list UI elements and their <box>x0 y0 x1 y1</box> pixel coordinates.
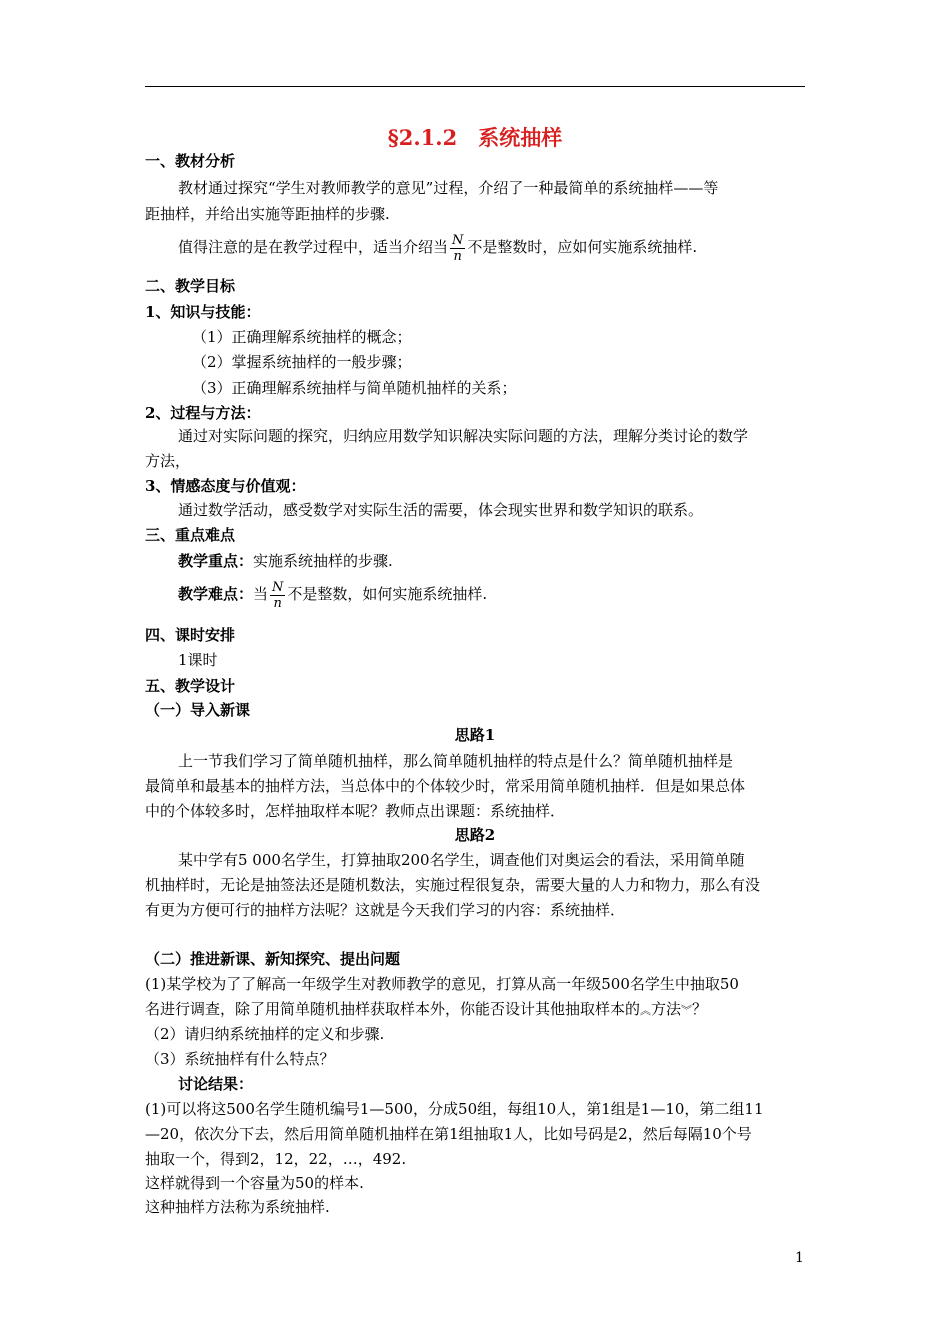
text-segment: 方法 <box>651 1000 682 1018</box>
section-heading-1: 一、教材分析 <box>145 152 236 170</box>
key-point-line <box>178 552 393 570</box>
paragraph-line: （3）系统抽样有什么特点？ <box>145 1050 335 1068</box>
paragraph-line: 机抽样时，无论是抽签法还是随机数法，实施过程很复杂，需要大量的人力和物力，那么有没 <box>145 876 761 894</box>
difficulty-label: 教学难点： <box>178 585 254 603</box>
fraction-denominator: n <box>453 248 462 264</box>
fraction-numerator: N <box>272 579 284 595</box>
paragraph-line: 方法， <box>145 452 191 470</box>
paragraph-line: (1)某学校为了了解高一年级学生对教师教学的意见，打算从高一年级500名学生中抽取50 <box>145 975 739 993</box>
paragraph-line: 中的个体较多时，怎样抽取样本呢？教师点出课题：系统抽样． <box>145 802 566 820</box>
paragraph-line <box>145 1000 707 1020</box>
section-heading-3: 三、重点难点 <box>145 526 236 544</box>
paragraph-line: 这样就得到一个容量为50的样本. <box>145 1174 364 1192</box>
fraction-denominator: n <box>273 595 282 611</box>
fraction-n-over-n <box>450 233 465 264</box>
page-number: 1 <box>795 1250 804 1266</box>
idea-heading: 思路2 <box>454 826 496 844</box>
list-item: （3）正确理解系统抽样与简单随机抽样的关系； <box>192 379 517 397</box>
section-heading-2: 二、教学目标 <box>145 277 236 295</box>
paragraph-line: 教材通过探究“学生对教师教学的意见”过程，介绍了一种最简单的系统抽样——等 <box>178 179 719 197</box>
difficulty-line <box>178 577 487 611</box>
text-segment: 值得注意的是在教学过程中，适当介绍当 <box>178 238 449 256</box>
subheading: （二）推进新课、新知探究、提出问题 <box>145 950 401 968</box>
paragraph-line: 抽取一个，得到2，12，22，…，492. <box>145 1150 407 1168</box>
paragraph-line: 1课时 <box>178 651 218 669</box>
list-item: （1）正确理解系统抽样的概念； <box>192 328 412 346</box>
subheading: 2、过程与方法： <box>145 404 261 422</box>
subheading: 讨论结果： <box>178 1075 254 1093</box>
section-heading-4: 四、课时安排 <box>145 626 236 644</box>
paragraph-line: —20，依次分下去，然后用简单随机抽样在第1组抽取1人，比如号码是2，然后每隔10个号 <box>145 1125 752 1143</box>
page-title: §2.1.2 系统抽样 <box>387 125 563 150</box>
paragraph-line: （2）请归纳系统抽样的定义和步骤. <box>145 1025 385 1043</box>
ornament-left-icon: ︽ <box>640 1004 652 1017</box>
fraction-numerator: N <box>452 232 464 248</box>
ornament-right-icon: ︾ <box>681 1004 693 1017</box>
key-point-label: 教学重点： <box>178 552 254 570</box>
section-heading-5: 五、教学设计 <box>145 677 236 695</box>
subheading: 1、知识与技能： <box>145 303 261 321</box>
text-segment: 不是整数时，应如何实施系统抽样. <box>467 238 698 256</box>
subheading: 3、情感态度与价值观： <box>145 477 306 495</box>
key-point-text: 实施系统抽样的步骤. <box>253 552 393 570</box>
text-segment: 不是整数，如何实施系统抽样. <box>287 585 488 603</box>
idea-heading: 思路1 <box>454 726 496 744</box>
text-segment: 当 <box>253 585 269 603</box>
paragraph-line: 距抽样，并给出实施等距抽样的步骤. <box>145 205 390 223</box>
list-item: （2）掌握系统抽样的一般步骤； <box>192 353 412 371</box>
subheading: （一）导入新课 <box>145 701 251 719</box>
paragraph-line: 最简单和最基本的抽样方法，当总体中的个体较少时，常采用简单随机抽样．但是如果总体 <box>145 777 746 795</box>
text-segment: 名进行调查，除了用简单随机抽样获取样本外，你能否设计其他抽取样本的 <box>145 1000 641 1018</box>
text-segment: ？ <box>692 1000 708 1018</box>
paragraph-line: 通过对实际问题的探究，归纳应用数学知识解决实际问题的方法，理解分类讨论的数学 <box>178 427 749 445</box>
paragraph-line: (1)可以将这500名学生随机编号1—500，分成50组，每组10人，第1组是1—10，第二组11 <box>145 1100 764 1118</box>
paragraph-line: 上一节我们学习了简单随机抽样，那么简单随机抽样的特点是什么？简单随机抽样是 <box>178 752 734 770</box>
paragraph-line: 通过数学活动，感受数学对实际生活的需要，体会现实世界和数学知识的联系。 <box>178 501 704 519</box>
header-rule <box>145 86 805 87</box>
paragraph-line: 有更为方便可行的抽样方法呢？这就是今天我们学习的内容：系统抽样． <box>145 901 626 919</box>
fraction-n-over-n <box>270 580 285 611</box>
paragraph-with-fraction <box>178 230 697 264</box>
paragraph-line: 这种抽样方法称为系统抽样. <box>145 1198 330 1216</box>
paragraph-line: 某中学有5 000名学生，打算抽取200名学生，调查他们对奥运会的看法，采用简单随 <box>178 851 745 869</box>
